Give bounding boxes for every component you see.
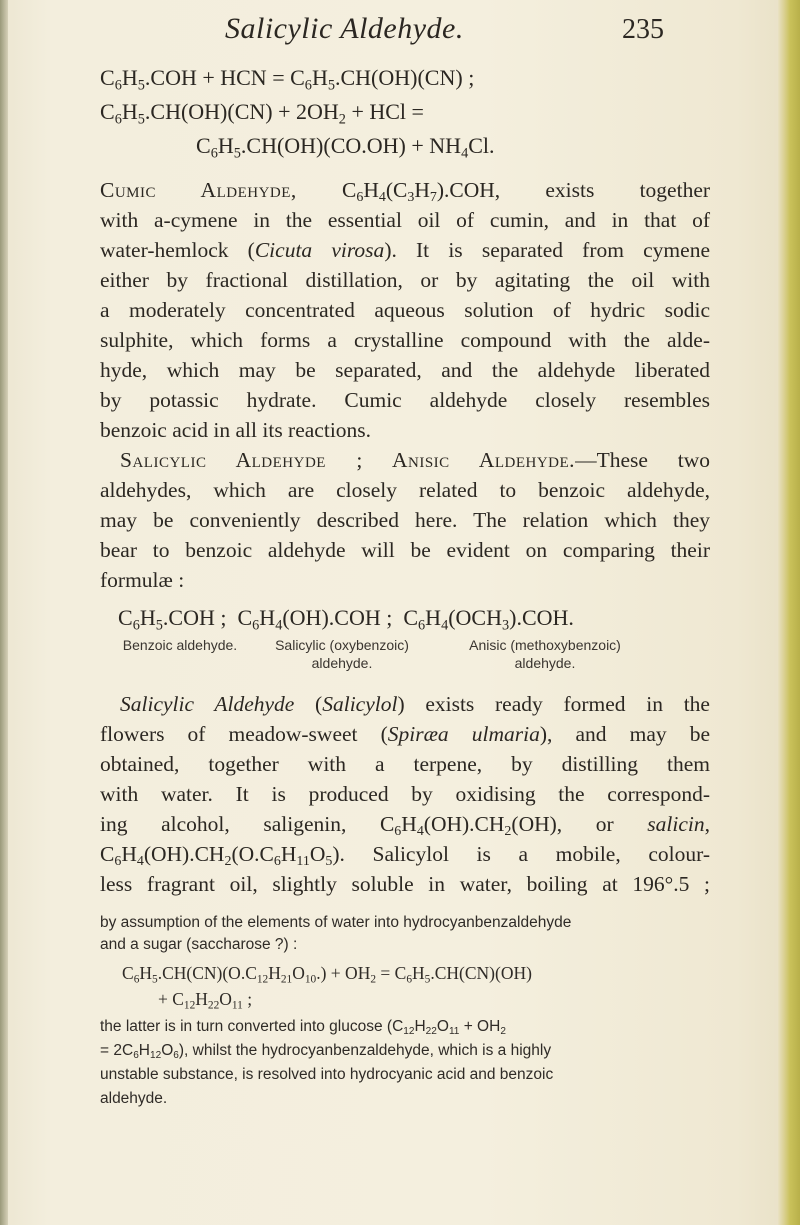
equation-line-3: $C_6H_5.CH(OH)(CO.OH) + NH_4Cl$.: [196, 133, 495, 162]
sal-anisic-heading: Salicylic Aldehyde ; Anisic Aldehyde.: [120, 448, 576, 472]
salicylol-line-2: flowers of meadow-sweet (Spiræa ulmaria), and may be: [100, 722, 710, 746]
footnote-line-1: by assumption of the elements of water into hydrocyanbenzaldehyde: [100, 914, 572, 931]
cumic-line-2: with a-cymene in the essential oil of cumin, and in that of: [100, 208, 710, 232]
page-gutter: [0, 0, 8, 1225]
cumic-line-4: either by fractional distillation, or by agitating the oil with: [100, 268, 710, 292]
salicylol-heading: Salicylic Aldehyde: [120, 692, 295, 716]
salicylol-line-7: less fragrant oil, slightly soluble in water, boiling at 196°.5 ;: [100, 872, 710, 896]
footnote-formula-2: + $C_{12}H_{22}O_{11}$ ;: [158, 989, 253, 1012]
page-number: 235: [622, 14, 664, 45]
cumic-line-3: water-hemlock (Cicuta virosa). It is separated from cymene: [100, 238, 710, 262]
salicylol-line-3: obtained, together with a terpene, by distilling them: [100, 752, 710, 776]
sal-anisic-line-4: bear to benzoic aldehyde will be evident on comparing their: [100, 538, 710, 562]
footnote-line-2: and a sugar (saccharose ?) :: [100, 936, 298, 953]
label-anisic-1: Anisic (methoxybenzoic): [469, 637, 621, 653]
salicylol-line-6: $C_6H_4(OH).CH_2(O.C_6H_{11}O_5)$. Salicylol is a mobile, colour-: [100, 842, 710, 870]
footnote-line-6: aldehyde.: [100, 1090, 168, 1107]
sal-anisic-line-3: may be conveniently described here. The relation which they: [100, 508, 710, 532]
salicylol-line-5: ing alcohol, saligenin, $C_6H_4(OH).CH_2(OH)$, or salicin,: [100, 812, 710, 840]
label-benzoic: Benzoic aldehyde.: [122, 637, 238, 653]
formulae-row: $C_6H_5.COH$ ; $C_6H_4(OH).COH$ ; $C_6H_4(OCH_3).COH$.: [118, 605, 574, 634]
label-anisic-2: aldehyde.: [514, 655, 576, 671]
label-salicylic-1: Salicylic (oxybenzoic): [275, 637, 409, 653]
cumic-line-9: benzoic acid in all its reactions.: [100, 418, 372, 442]
sal-anisic-line-5: formulæ :: [100, 568, 185, 592]
cumic-line-7: hyde, which may be separated, and the aldehyde liberated: [100, 358, 710, 382]
cumic-line-1: Cumic Aldehyde, $C_6H_4(C_3H_7).COH$, exists together: [100, 178, 711, 206]
equation-line-1: $C_6H_5.COH$ + HCN = $C_6H_5.CH(OH)(CN)$ ;: [100, 65, 475, 94]
cumic-line-6: sulphite, which forms a crystalline compound with the alde-: [100, 328, 710, 352]
label-salicylic-2: aldehyde.: [311, 655, 373, 671]
page-header: [0, 8, 800, 48]
equation-line-2: $C_6H_5.CH(OH)(CN) + 2OH_2$ + HCl =: [100, 99, 424, 128]
footnote-line-3: the latter is in turn converted into glucose ($C_{12}H_{22}O_{11} + OH_2$: [100, 1018, 506, 1038]
running-head: Salicylic Aldehyde.: [225, 12, 464, 45]
sal-anisic-line-2: aldehydes, which are closely related to benzoic aldehyde,: [100, 478, 710, 502]
cumic-line-8: by potassic hydrate. Cumic aldehyde closely resembles: [100, 388, 710, 412]
cumic-heading: Cumic Aldehyde,: [100, 178, 297, 202]
footnote-formula-1: $C_6H_5.CH(CN)(O.C_{12}H_{21}O_{10}.) + OH_2 = C_6H_5.CH(CN)(OH)$: [122, 963, 532, 986]
cumic-line-5: a moderately concentrated aqueous solution of hydric sodic: [100, 298, 710, 322]
salicylol-line-4: with water. It is produced by oxidising the correspond-: [100, 782, 710, 806]
sal-anisic-line-1: Salicylic Aldehyde ; Anisic Aldehyde.—These two: [120, 448, 711, 472]
footnote-line-5: unstable substance, is resolved into hydrocyanic acid and benzoic: [100, 1066, 554, 1083]
footnote-line-4: = $2C_6H_{12}O_6$), whilst the hydrocyanbenzaldehyde, which is a highly: [100, 1042, 552, 1062]
salicylol-line-1: Salicylic Aldehyde (Salicylol) exists ready formed in the: [120, 692, 710, 716]
page-edge: [778, 0, 800, 1225]
